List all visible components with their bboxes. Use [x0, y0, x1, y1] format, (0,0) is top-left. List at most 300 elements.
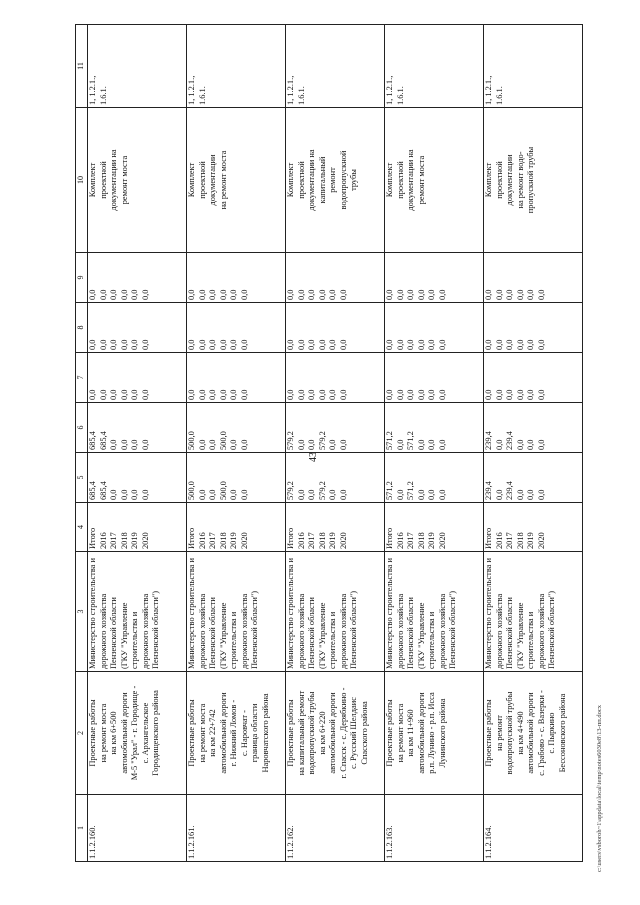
value-cell-c8 [385, 303, 484, 353]
value-cell-c9-line: 0,0 [437, 289, 447, 300]
table-body [88, 25, 583, 862]
value-cell-c6-line: 571,2 [385, 431, 394, 450]
value-cell-c7-line: 0,0 [536, 389, 546, 400]
value-cell-c6-line: 0,0 [119, 439, 129, 450]
column-number-7: 7 [76, 353, 88, 403]
expected-result-line: на ремонт моста [218, 150, 228, 210]
activity-name-line: р.п. Лунино - р.п. Исса [427, 692, 436, 774]
year-cell-line: 2018 [515, 532, 525, 549]
value-cell-c6-line: 579,2 [286, 431, 295, 450]
value-cell-c6-line: 0,0 [296, 439, 306, 450]
value-cell-c9 [385, 253, 484, 303]
executor-line: (ГКУ "Управление [515, 602, 525, 669]
value-cell-c9-line: 0,0 [296, 289, 306, 300]
expected-result-line: Комплект [484, 162, 493, 198]
value-cell-c7-line: 0,0 [484, 389, 493, 400]
value-cell-c6 [484, 403, 583, 453]
value-cell-c5-line: 0,0 [239, 489, 249, 500]
value-cell-c7-line: 0,0 [437, 389, 447, 400]
executor-line: Министерство строительства и [385, 558, 394, 669]
value-cell-c5-line: 500,0 [218, 481, 228, 500]
year-cell-line: Итого [187, 527, 196, 549]
executor-line: дорожного хозяйства [338, 593, 348, 669]
value-cell-c8-line: 0,0 [338, 339, 348, 350]
executor [385, 552, 484, 672]
value-cell-c9-line: 0,0 [317, 289, 327, 300]
value-cell-c8-line: 0,0 [229, 339, 238, 350]
activity-name-line: г. Спасск - с. Дерябкино - [338, 687, 348, 779]
value-cell-c5-line: 0,0 [338, 489, 348, 500]
value-cell-c6-line: 0,0 [526, 439, 535, 450]
year-cell-line: 2020 [140, 532, 150, 549]
column-number-1: 1 [76, 795, 88, 862]
indicator-ref [385, 25, 484, 108]
activity-name-line: на капитальный ремонт [296, 690, 306, 776]
column-number-5: 5 [76, 453, 88, 503]
value-cell-c8-line: 0,0 [218, 339, 228, 350]
value-cell-c6-line: 0,0 [197, 439, 207, 450]
executor-line: (ГКУ "Управление [416, 602, 426, 669]
year-cell-line: 2020 [338, 532, 348, 549]
value-cell-c8 [88, 303, 187, 353]
indicator-ref [187, 25, 286, 108]
executor-line: строительства и [526, 611, 535, 669]
activity-name-line: Проектные работы [88, 699, 97, 767]
activity-name [385, 672, 484, 795]
activity-name-line: Лунинского района [437, 698, 447, 768]
year-cell-line: 2020 [536, 532, 546, 549]
value-cell-c8-line: 0,0 [416, 339, 426, 350]
value-cell-c9-line: 0,0 [239, 289, 249, 300]
value-cell-c5-line: 0,0 [437, 489, 447, 500]
value-cell-c8-line: 0,0 [119, 339, 129, 350]
value-cell-c9-line: 0,0 [109, 289, 118, 300]
value-cell-c8-line: 0,0 [317, 339, 327, 350]
table-row [484, 25, 583, 862]
activity-name-line: на км 6+220 [317, 711, 327, 755]
activity-name [286, 672, 385, 795]
year-cell-line: 2020 [239, 532, 249, 549]
expected-result-line: проектной [98, 161, 108, 199]
executor-line: Министерство строительства и [187, 558, 196, 669]
value-cell-c7-line: 0,0 [328, 389, 337, 400]
value-cell-c8-line: 0,0 [140, 339, 150, 350]
executor-line: строительства и [229, 611, 238, 669]
expected-result-line: Комплект [286, 162, 295, 198]
expected-result-line: пропускной трубы [526, 146, 535, 214]
value-cell-c7-line: 0,0 [427, 389, 436, 400]
year-cell-line: 2019 [328, 532, 337, 549]
activity-name [88, 672, 187, 795]
activity-name-line: на км 22+742 [208, 709, 217, 757]
expected-result-line: ремонт моста [119, 155, 129, 205]
expected-result-line: проектной [197, 161, 207, 199]
value-cell-c5-line: 0,0 [208, 489, 217, 500]
row-id: 1.1.2.162. [286, 795, 385, 862]
value-cell-c7-line: 0,0 [109, 389, 118, 400]
value-cell-c5-line: 0,0 [130, 489, 139, 500]
value-cell-c7-line: 0,0 [208, 389, 217, 400]
executor-line: Пензенской области [406, 597, 415, 669]
activity-name-line: Проектные работы [187, 699, 196, 767]
value-cell-c8-line: 0,0 [109, 339, 118, 350]
value-cell-c6 [286, 403, 385, 453]
value-cell-c6-line: 0,0 [437, 439, 447, 450]
value-cell-c5-line: 685,4 [98, 481, 108, 500]
value-cell-c8-line: 0,0 [505, 339, 514, 350]
executor-line: Пензенской области [109, 597, 118, 669]
value-cell-c7-line: 0,0 [395, 389, 405, 400]
column-number-3: 3 [76, 552, 88, 672]
value-cell-c8-line: 0,0 [296, 339, 306, 350]
value-cell-c9-line: 0,0 [130, 289, 139, 300]
value-cell-c5-line: 0,0 [109, 489, 118, 500]
column-number-11: 11 [76, 25, 88, 108]
value-cell-c8-line: 0,0 [239, 339, 249, 350]
value-cell-c6 [88, 403, 187, 453]
value-cell-c8-line: 0,0 [515, 339, 525, 350]
value-cell-c5-line: 579,2 [317, 481, 327, 500]
value-cell-c5-line: 0,0 [494, 489, 504, 500]
value-cell-c5-line: 579,2 [286, 481, 295, 500]
year-cell-line: 2019 [229, 532, 238, 549]
executor-line: строительства и [427, 611, 436, 669]
table-row [385, 25, 484, 862]
year-cell-line: Итого [484, 527, 493, 549]
executor-line: Министерство строительства и [484, 558, 493, 669]
value-cell-c7-line: 0,0 [119, 389, 129, 400]
expected-result-line: документации на [307, 149, 316, 211]
value-cell-c7-line: 0,0 [385, 389, 394, 400]
year-cell-line: 2017 [505, 532, 514, 549]
value-cell-c7-line: 0,0 [416, 389, 426, 400]
value-cell-c7-line: 0,0 [317, 389, 327, 400]
value-cell-c6 [385, 403, 484, 453]
value-cell-c6 [187, 403, 286, 453]
value-cell-c8 [286, 303, 385, 353]
value-cell-c9-line: 0,0 [286, 289, 295, 300]
program-activities-table [75, 24, 583, 862]
year-cell-line: 2017 [307, 532, 316, 549]
executor-line: Пензенской области [505, 597, 514, 669]
value-cell-c6-line: 0,0 [109, 439, 118, 450]
value-cell-c8-line: 0,0 [208, 339, 217, 350]
activity-name-line: Проектные работы [385, 699, 394, 767]
indicator-ref-line: 1, 1.2.1., [88, 75, 97, 105]
activity-name-line: на км 11+960 [406, 709, 415, 757]
executor [187, 552, 286, 672]
value-cell-c7-line: 0,0 [526, 389, 535, 400]
value-cell-c5-line: 0,0 [526, 489, 535, 500]
value-cell-c5-line: 239,4 [484, 481, 493, 500]
year-cell-line: 2016 [197, 532, 207, 549]
value-cell-c9-line: 0,0 [395, 289, 405, 300]
year-cell-line: 2017 [406, 532, 415, 549]
value-cell-c6-line: 0,0 [328, 439, 337, 450]
expected-result-line: ремонт моста [416, 155, 426, 205]
value-cell-c8-line: 0,0 [98, 339, 108, 350]
year-cell [187, 503, 286, 552]
value-cell-c6-line: 685,4 [88, 431, 97, 450]
activity-name-line: автомобильной дороги [218, 692, 228, 774]
expected-result [88, 108, 187, 253]
value-cell-c5-line: 0,0 [197, 489, 207, 500]
executor-line: Пензенской области") [151, 590, 160, 669]
value-cell-c5-line: 571,2 [406, 481, 415, 500]
table-row [286, 25, 385, 862]
value-cell-c7 [484, 353, 583, 403]
activity-name-line: с. Наровчат - [239, 710, 249, 756]
value-cell-c9 [286, 253, 385, 303]
activity-name-line: на ремонт моста [395, 703, 405, 763]
value-cell-c6-line: 500,0 [218, 431, 228, 450]
value-cell-c5-line: 0,0 [229, 489, 238, 500]
value-cell-c5-line: 0,0 [140, 489, 150, 500]
year-cell [385, 503, 484, 552]
value-cell-c9-line: 0,0 [229, 289, 238, 300]
row-id: 1.1.2.163. [385, 795, 484, 862]
value-cell-c6-line: 500,0 [187, 431, 196, 450]
value-cell-c9-line: 0,0 [208, 289, 217, 300]
executor-line: (ГКУ "Управление [218, 602, 228, 669]
executor [286, 552, 385, 672]
value-cell-c9-line: 0,0 [526, 289, 535, 300]
value-cell-c5-line: 0,0 [119, 489, 129, 500]
activity-name-line: на км 4+490 [515, 711, 525, 755]
value-cell-c8-line: 0,0 [494, 339, 504, 350]
value-cell-c6-line: 0,0 [239, 439, 249, 450]
expected-result-line: проектной [296, 161, 306, 199]
column-number-2: 2 [76, 672, 88, 795]
row-id: 1.1.2.161. [187, 795, 286, 862]
executor-line: Пензенской области") [349, 590, 358, 669]
value-cell-c7-line: 0,0 [239, 389, 249, 400]
value-cell-c9-line: 0,0 [416, 289, 426, 300]
indicator-ref-line: 1, 1.2.1., [385, 75, 394, 105]
indicator-ref-line: 1.6.1. [296, 86, 306, 105]
activity-name-line: Спасского района [359, 701, 369, 765]
value-cell-c8-line: 0,0 [307, 339, 316, 350]
expected-result-line: документации на [109, 149, 118, 211]
expected-result-line: проектной [395, 161, 405, 199]
table-row [88, 25, 187, 862]
year-cell-line: 2018 [416, 532, 426, 549]
activity-name-line: с. Архангельское [140, 702, 150, 764]
indicator-ref-line: 1.6.1. [98, 86, 108, 105]
value-cell-c7-line: 0,0 [406, 389, 415, 400]
column-number-row [76, 25, 88, 862]
year-cell-line: 2018 [317, 532, 327, 549]
value-cell-c7-line: 0,0 [515, 389, 525, 400]
activity-name-line: М-5 "Урал" - г. Городище - [130, 685, 139, 781]
value-cell-c8-line: 0,0 [385, 339, 394, 350]
indicator-ref [484, 25, 583, 108]
value-cell-c9-line: 0,0 [218, 289, 228, 300]
expected-result-line: документации на [406, 149, 415, 211]
value-cell-c7-line: 0,0 [98, 389, 108, 400]
value-cell-c6-line: 571,2 [406, 431, 415, 450]
value-cell-c6-line: 0,0 [416, 439, 426, 450]
expected-result-line: трубы [349, 169, 358, 191]
executor-line: дорожного хозяйства [140, 593, 150, 669]
value-cell-c6-line: 0,0 [307, 439, 316, 450]
value-cell-c6-line: 579,2 [317, 431, 327, 450]
value-cell-c7-line: 0,0 [296, 389, 306, 400]
executor-line: Министерство строительства и [286, 558, 295, 669]
activity-name-line: Проектные работы [484, 699, 493, 767]
value-cell-c7-line: 0,0 [140, 389, 150, 400]
value-cell-c7-line: 0,0 [197, 389, 207, 400]
year-cell-line: 2018 [218, 532, 228, 549]
value-cell-c5 [484, 453, 583, 503]
year-cell-line: Итого [88, 527, 97, 549]
value-cell-c8-line: 0,0 [395, 339, 405, 350]
value-cell-c5-line: 0,0 [307, 489, 316, 500]
indicator-ref [88, 25, 187, 108]
value-cell-c5 [187, 453, 286, 503]
value-cell-c9-line: 0,0 [515, 289, 525, 300]
indicator-ref-line: 1, 1.2.1., [187, 75, 196, 105]
value-cell-c5 [385, 453, 484, 503]
expected-result-line: Комплект [187, 162, 196, 198]
expected-result [286, 108, 385, 253]
activity-name-line: Наровчатского района [260, 693, 270, 773]
value-cell-c9-line: 0,0 [88, 289, 97, 300]
value-cell-c8 [484, 303, 583, 353]
activity-name-line: на ремонт [494, 715, 504, 751]
year-cell-line: 2019 [130, 532, 139, 549]
executor-line: Пензенской области [208, 597, 217, 669]
value-cell-c5-line: 685,4 [88, 481, 97, 500]
value-cell-c8-line: 0,0 [437, 339, 447, 350]
value-cell-c5-line: 0,0 [395, 489, 405, 500]
column-number-6: 6 [76, 403, 88, 453]
activity-name-line: водопропускной трубы [307, 691, 316, 775]
expected-result-line: документации [505, 154, 514, 206]
executor [88, 552, 187, 672]
executor-line: строительства и [328, 611, 337, 669]
executor-line: (ГКУ "Управление [119, 602, 129, 669]
value-cell-c5-line: 0,0 [427, 489, 436, 500]
value-cell-c6-line: 685,4 [98, 431, 108, 450]
value-cell-c6-line: 0,0 [395, 439, 405, 450]
value-cell-c8-line: 0,0 [197, 339, 207, 350]
value-cell-c9-line: 0,0 [406, 289, 415, 300]
value-cell-c6-line: 0,0 [140, 439, 150, 450]
expected-result-line: водопропускной [338, 150, 348, 210]
value-cell-c6-line: 0,0 [338, 439, 348, 450]
value-cell-c7 [88, 353, 187, 403]
value-cell-c8-line: 0,0 [526, 339, 535, 350]
executor-line: дорожного хозяйства [536, 593, 546, 669]
activity-name-line: Городищенского района [151, 690, 160, 776]
executor-line: дорожного хозяйства [239, 593, 249, 669]
value-cell-c8-line: 0,0 [328, 339, 337, 350]
value-cell-c8-line: 0,0 [536, 339, 546, 350]
value-cell-c9-line: 0,0 [385, 289, 394, 300]
executor-line: дорожного хозяйства [296, 593, 306, 669]
value-cell-c9 [187, 253, 286, 303]
value-cell-c5-line: 0,0 [515, 489, 525, 500]
value-cell-c6-line: 0,0 [515, 439, 525, 450]
value-cell-c9-line: 0,0 [328, 289, 337, 300]
expected-result-line: Комплект [88, 162, 97, 198]
executor-line: дорожного хозяйства [437, 593, 447, 669]
value-cell-c9-line: 0,0 [197, 289, 207, 300]
expected-result-line: документации [208, 154, 217, 206]
year-cell [484, 503, 583, 552]
activity-name-line: с. Русский Шелдаис [349, 697, 358, 769]
value-cell-c6-line: 0,0 [494, 439, 504, 450]
executor-line: дорожного хозяйства [98, 593, 108, 669]
value-cell-c7-line: 0,0 [187, 389, 196, 400]
activity-name-line: на ремонт моста [98, 703, 108, 763]
value-cell-c8-line: 0,0 [187, 339, 196, 350]
activity-name-line: с. Грабово - с. Вазерки - [536, 690, 546, 776]
activity-name-line: автомобильной дороги [416, 692, 426, 774]
value-cell-c6-line: 239,4 [505, 431, 514, 450]
activity-name-line: на км 6+500 [109, 711, 118, 755]
executor [484, 552, 583, 672]
year-cell-line: 2017 [109, 532, 118, 549]
activity-name [187, 672, 286, 795]
activity-name-line: автомобильной дороги [526, 692, 535, 774]
value-cell-c7 [286, 353, 385, 403]
year-cell-line: 2019 [526, 532, 535, 549]
expected-result [385, 108, 484, 253]
value-cell-c8-line: 0,0 [130, 339, 139, 350]
activity-name-line: г. Нижний Ломов - [229, 699, 238, 767]
indicator-ref-line: 1, 1.2.1., [286, 75, 295, 105]
value-cell-c6-line: 0,0 [130, 439, 139, 450]
year-cell-line: 2016 [98, 532, 108, 549]
value-cell-c8-line: 0,0 [406, 339, 415, 350]
activity-name-line: автомобильной дороги [328, 692, 337, 774]
value-cell-c6-line: 239,4 [484, 431, 493, 450]
year-cell [286, 503, 385, 552]
value-cell-c9-line: 0,0 [119, 289, 129, 300]
value-cell-c5-line: 0,0 [328, 489, 337, 500]
value-cell-c8-line: 0,0 [286, 339, 295, 350]
value-cell-c9-line: 0,0 [536, 289, 546, 300]
activity-name-line: граница области [250, 703, 259, 763]
value-cell-c7 [385, 353, 484, 403]
year-cell [88, 503, 187, 552]
column-number-10: 10 [76, 108, 88, 253]
value-cell-c6-line: 0,0 [229, 439, 238, 450]
activity-name-line: Проектные работы [286, 699, 295, 767]
value-cell-c9-line: 0,0 [187, 289, 196, 300]
value-cell-c7-line: 0,0 [338, 389, 348, 400]
year-cell-line: 2016 [494, 532, 504, 549]
executor-line: Пензенской области") [547, 590, 556, 669]
value-cell-c8-line: 0,0 [427, 339, 436, 350]
value-cell-c5-line: 0,0 [536, 489, 546, 500]
executor-line: строительства и [130, 611, 139, 669]
executor-line: Пензенской области") [250, 590, 259, 669]
column-number-4: 4 [76, 503, 88, 552]
expected-result [187, 108, 286, 253]
year-cell-line: Итого [286, 527, 295, 549]
value-cell-c5-line: 571,2 [385, 481, 394, 500]
value-cell-c8 [187, 303, 286, 353]
value-cell-c9-line: 0,0 [505, 289, 514, 300]
value-cell-c7-line: 0,0 [505, 389, 514, 400]
footer-file-path: c:\users\vsboroh~1\appdata\local\temp\notes6030e8\13-пп.docx [596, 705, 603, 872]
year-cell-line: 2020 [437, 532, 447, 549]
value-cell-c7-line: 0,0 [286, 389, 295, 400]
year-cell-line: 2018 [119, 532, 129, 549]
